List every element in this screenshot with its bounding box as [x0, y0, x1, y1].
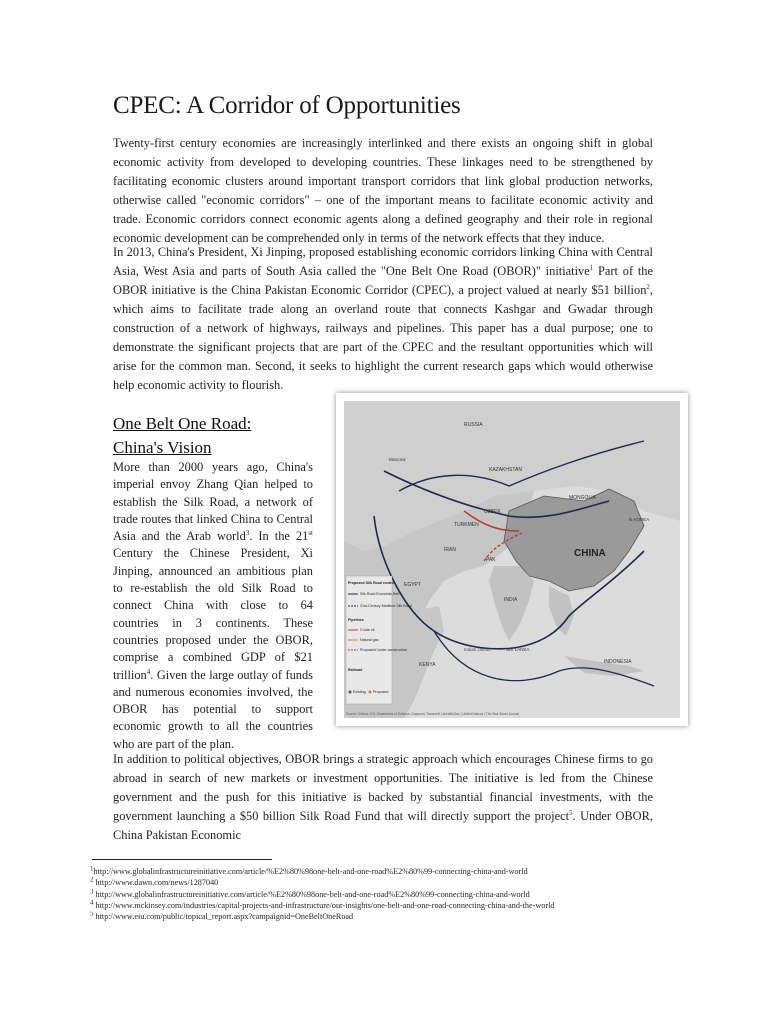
footnote-ref-1[interactable]: 1: [589, 263, 594, 272]
silk-road-map: [344, 401, 680, 718]
footnote-number: 4: [90, 899, 94, 907]
ordinal-suffix: st: [308, 529, 313, 538]
legend-item-existing: Existing: [353, 690, 366, 694]
legend-title: Proposed Silk Road routes: [348, 581, 394, 585]
strategy-paragraph-text-a: In addition to political objectives, OBOR brings a strategic approach which encourages Chinese firms to go abroad in search of new markets or investment opportunities. The initiative is led from the Chinese government and the push for this initiative is backed by substantial financial investments, with the government launching a $50 billion Silk Road Fund that will directly support the project: [113, 752, 653, 823]
legend-item-crude: Crude oil: [360, 628, 375, 632]
map-label-russia: RUSSIA: [464, 422, 483, 428]
legend-swatch-proposed-rail: [369, 691, 372, 694]
legend-item-railroad: Railroad: [348, 668, 363, 672]
map-label-indian-ocean: Indian Ocean: [464, 647, 491, 652]
map-label-kenya: KENYA: [419, 662, 436, 668]
obor-paragraph-text-c: , which aims to facilitate trade along an overland route that connects Kashgar and Gwadar through construction of a network of highways, railways and pipelines. This paper has a dual purpose; one to demonstrate the significant projects that are part of the CPEC and the resultant opportunities which will arise for the common man. Second, it seeks to highlight the current research gaps which would otherwise help economic activity to flourish.: [113, 283, 653, 392]
legend-item-gas: Natural gas: [360, 638, 379, 642]
map-label-iran: IRAN: [444, 547, 456, 553]
footnote-link[interactable]: http://www.dawn.com/news/1287040: [95, 878, 219, 888]
map-label-pak: PAK: [486, 557, 496, 563]
footnote-number: 2: [90, 877, 94, 884]
map-label-sri-lanka: SRI LANKA: [506, 647, 530, 652]
footnote-ref-5[interactable]: 5: [569, 808, 573, 817]
obor-paragraph-text-a: In 2013, China's President, Xi Jinping, proposed establishing economic corridors linking China with Central Asia, West Asia and parts of South Asia called the "One Belt One Road (OBOR)" initiative: [113, 245, 653, 278]
section-heading: [113, 412, 313, 460]
map-label-uzbek: UZBEK: [484, 509, 501, 515]
legend-item-maritime: 21st-Century Maritime Silk Road: [360, 604, 412, 608]
silk-road-map-figure: [336, 393, 688, 726]
legend-item-pipelines: Pipelines: [348, 618, 364, 622]
footnote-ref-3[interactable]: 3: [245, 529, 250, 538]
map-label-egypt: EGYPT: [404, 582, 421, 588]
map-label-korea: N.KOREA: [629, 517, 650, 522]
section-body: [113, 459, 313, 753]
map-label-moscow: Moscow: [389, 457, 406, 462]
intro-paragraph: Twenty-first century economies are increasingly interlinked and there exists an ongoing shift in global economic activity from developed to developing countries. These linkages need to be strengthened by facilitating economic clusters around important transport corridors that link global production networks, otherwise called "economic corridors" – one of the important means to facilitate economic activity and trade. Economic corridors connect economic agents along a defined geography and their role in regional economic development can be comprehended only in terms of the network effects that they induce.: [113, 136, 653, 245]
legend-swatch-existing: [349, 691, 352, 694]
footnote-item: [90, 911, 710, 922]
strategy-paragraph: [113, 750, 653, 845]
footnote-number: 1: [90, 866, 94, 873]
map-label-india: INDIA: [504, 597, 518, 603]
section-text-a: More than 2000 years ago, China's imperial envoy Zhang Qian helped to establish the Silk Road, a network of trade routes that linked China to Central Asia and the Arab world: [113, 460, 313, 544]
map-label-china: CHINA: [574, 548, 606, 559]
footnote-item: [90, 877, 710, 888]
footnote-item: [90, 889, 710, 900]
obor-paragraph: [113, 243, 653, 395]
footnote-link[interactable]: http://www.eiu.com/public/topical_report.aspx?campaignid=OneBeltOneRoad: [95, 912, 354, 922]
legend-item-proposed-rail: Proposed: [373, 690, 389, 694]
obor-paragraph-text-b: Part of the OBOR initiative is the China Pakistan Economic Corridor (CPEC), a project valued at nearly $51 billion: [113, 264, 654, 297]
footnote-item: [90, 866, 710, 877]
section-text-c: Century the Chinese President, Xi Jinping, announced an ambitious plan to re-establish the old Silk Road to connect China with close to 64 countries in 3 continents. These countries proposed under the OBOR, comprise a combined GDP of $21 trillion: [113, 546, 313, 682]
footnote-ref-4[interactable]: 4: [146, 667, 151, 676]
footnote-number: 5: [90, 911, 94, 918]
map-label-turkmen: TURKMEN: [454, 522, 479, 528]
footnote-item: [90, 900, 710, 911]
section-heading-line1: One Belt One Road:: [113, 414, 252, 433]
page-title: CPEC: A Corridor of Opportunities: [113, 92, 461, 119]
map-source: Source: Xinhua; U.S. Department of Defense; Gazprom; Transneft; UkrNaftoGaz | United Nations | The Wall Street Journal: [346, 712, 519, 716]
footnote-number: 3: [90, 888, 94, 895]
footnote-ref-2[interactable]: 2: [646, 282, 650, 291]
footnote-link[interactable]: http://www.globalinfrastructureinitiative.com/article/%E2%80%98one-belt-and-one-road%E2%80%99-connecting-china-and-world: [95, 889, 530, 899]
section-heading-line2: China's Vision: [113, 438, 212, 457]
map-label-mongolia: MONGOLIA: [569, 495, 596, 501]
footnote-link[interactable]: http://www.globalinfrastructureinitiative.com/article/%E2%80%98one-belt-and-one-road%E2%80%99-connecting-china-and-world: [93, 867, 528, 876]
legend-item-proposed: Proposed/ under construction: [360, 648, 407, 652]
footnotes: [90, 866, 710, 922]
section-text-d: . Given the large outlay of funds and numerous economies involved, the OBOR has potential to support economic growth to all the countries who are part of the plan.: [113, 667, 313, 751]
map-label-indonesia: INDONESIA: [604, 659, 632, 665]
map-label-kazakhstan: KAZAKHSTAN: [489, 467, 522, 473]
section-text-b: . In the 21: [249, 529, 309, 544]
footnote-link[interactable]: http://www.mckinsey.com/industries/capital-projects-and-infrastructure/our-insights/one-belt-and-one-road-connecting-china-and-the-world: [95, 900, 555, 910]
footnote-separator: [92, 859, 272, 860]
strategy-paragraph-text-b: . Under OBOR, China Pakistan Economic: [113, 809, 653, 842]
legend-item-belt: Silk Road Economic Belt: [360, 592, 400, 596]
